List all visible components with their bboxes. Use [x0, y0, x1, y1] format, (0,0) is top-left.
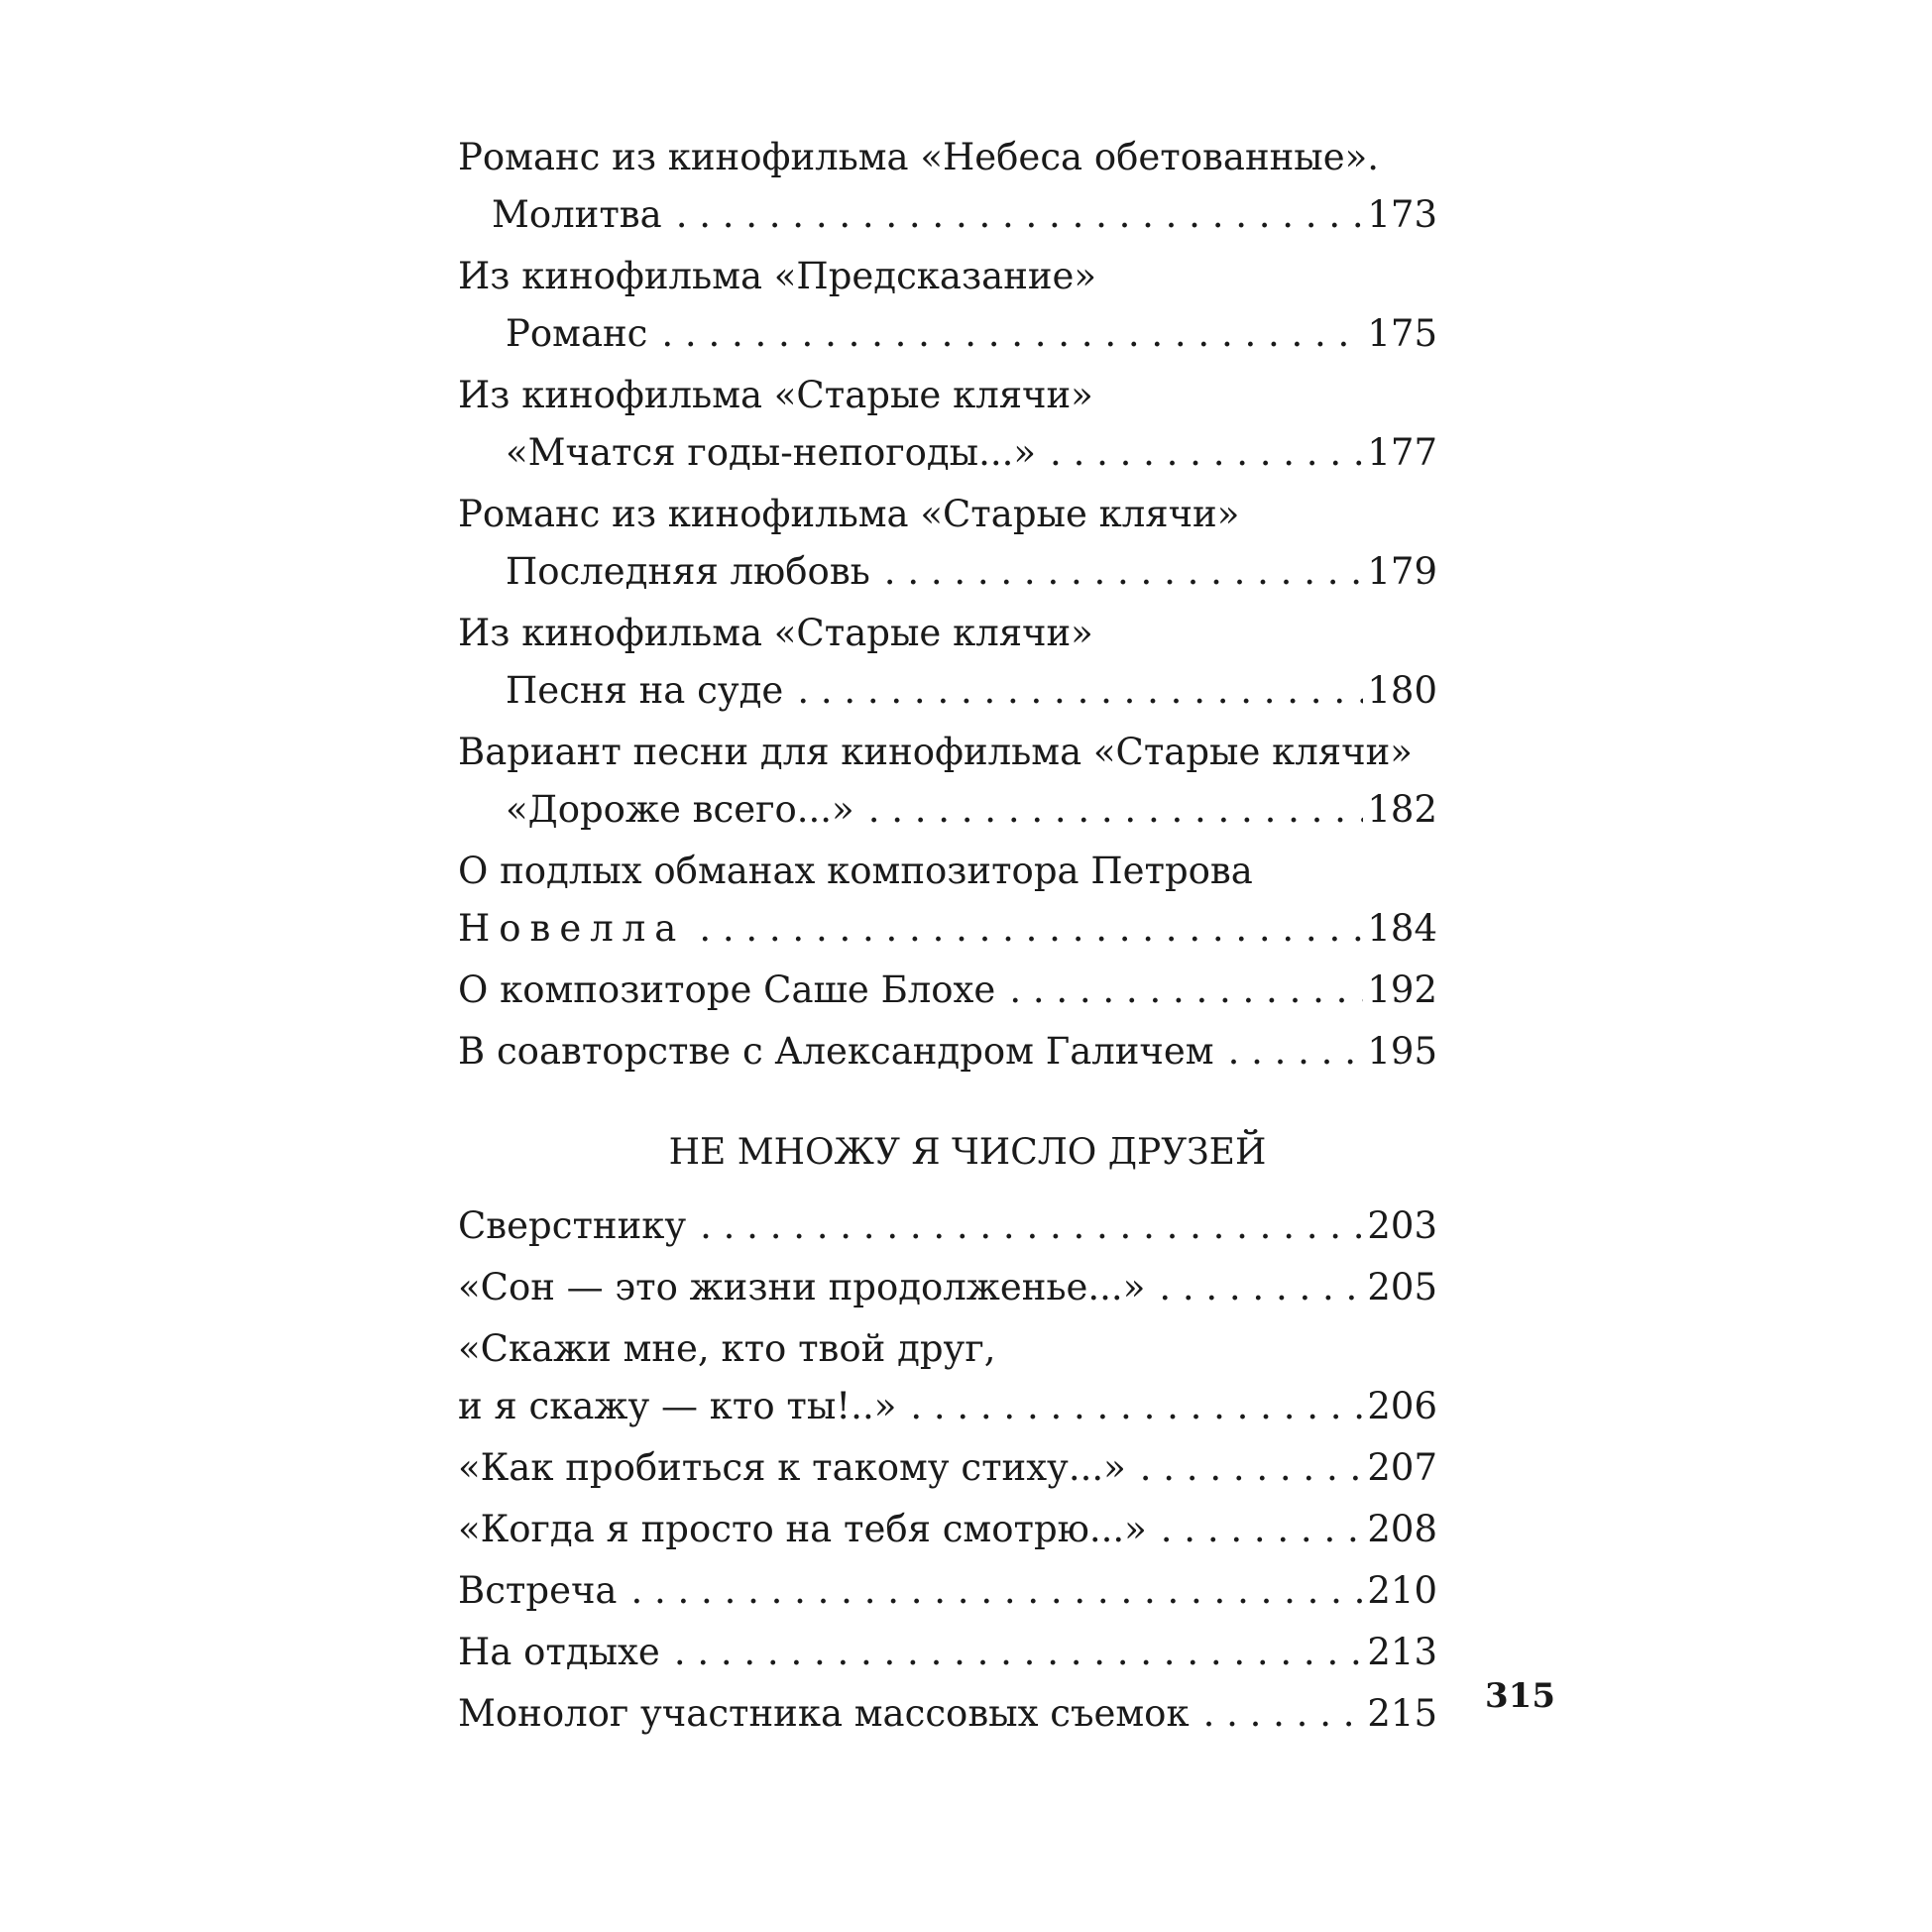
page-number: 315 — [1485, 1676, 1555, 1716]
toc-entry-page: 182 — [1367, 788, 1437, 831]
toc-entry-heading: «Скажи мне, кто твой друг, — [458, 1327, 996, 1370]
toc-entry-title: «Когда я просто на тебя смотрю...» — [458, 1508, 1147, 1550]
dot-leader — [630, 1562, 1363, 1620]
toc-entry-page: 203 — [1367, 1204, 1437, 1247]
toc-entry — [458, 843, 1437, 958]
toc-entry-page: 215 — [1367, 1692, 1437, 1735]
toc-entry-title: Молитва — [492, 193, 662, 236]
toc-entry-line — [458, 1023, 1437, 1080]
toc-entry — [458, 248, 1437, 363]
toc-entry-line — [458, 962, 1437, 1019]
toc-entry-page: 184 — [1367, 907, 1437, 950]
dot-leader — [884, 543, 1364, 601]
toc-entry — [458, 367, 1437, 482]
toc-entry — [458, 1439, 1437, 1497]
toc-entry-line — [458, 662, 1437, 720]
toc-entry-title: Сверстнику — [458, 1204, 687, 1247]
toc-entry-line — [458, 1439, 1437, 1497]
toc-entry — [458, 1501, 1437, 1558]
toc-entry-title: О композиторе Саше Блохе — [458, 968, 996, 1011]
toc-entry-line — [458, 900, 1437, 958]
toc-entry-heading: Из кинофильма «Старые клячи» — [458, 374, 1093, 416]
toc-entry-line — [458, 543, 1437, 601]
toc-entry-title: В соавторстве с Александром Галичем — [458, 1030, 1214, 1073]
dot-leader — [1159, 1259, 1363, 1316]
dot-leader — [676, 186, 1364, 244]
toc-entry — [458, 1197, 1437, 1255]
toc-entry-title: Встреча — [458, 1569, 618, 1612]
dot-leader — [1161, 1501, 1364, 1558]
toc-entry-line — [458, 1624, 1437, 1681]
toc-entry-line — [458, 1378, 1437, 1435]
toc-entry-page: 180 — [1367, 669, 1437, 712]
dot-leader — [1228, 1023, 1364, 1080]
toc-entry — [458, 1023, 1437, 1080]
toc-entry-line — [458, 781, 1437, 839]
toc-entry — [458, 1685, 1437, 1743]
toc-entry — [458, 1259, 1437, 1316]
toc-entry — [458, 605, 1437, 720]
toc-entry-heading: Романс из кинофильма «Старые клячи» — [458, 493, 1240, 535]
dot-leader — [674, 1624, 1364, 1681]
toc-entry — [458, 129, 1437, 244]
toc-entry-title: «Сон — это жизни продолженье...» — [458, 1266, 1146, 1308]
toc-entry-title: Песня на суде — [506, 669, 784, 712]
toc-entry-heading: О подлых обманах композитора Петрова — [458, 850, 1253, 892]
toc-entry-line — [458, 1259, 1437, 1316]
toc-entry-title: Последняя любовь — [506, 550, 870, 593]
toc-entry-page: 213 — [1367, 1631, 1437, 1673]
toc-entry-heading: Романс из кинофильма «Небеса обетованные». — [458, 136, 1380, 178]
dot-leader — [1009, 962, 1363, 1019]
toc-entry-line — [458, 1501, 1437, 1558]
toc-entry-heading: Из кинофильма «Старые клячи» — [458, 612, 1093, 654]
toc-entry-line — [458, 424, 1437, 482]
toc-entry — [458, 486, 1437, 601]
toc-entry-line — [458, 1562, 1437, 1620]
toc-entry-title: Новелла — [458, 907, 686, 950]
toc-entry-title: Монолог участника массовых съемок — [458, 1692, 1190, 1735]
dot-leader — [1140, 1439, 1364, 1497]
toc-entry-title: Романс — [506, 312, 648, 355]
toc-entry-page: 195 — [1367, 1030, 1437, 1073]
toc-entry-heading: Вариант песни для кинофильма «Старые клячи» — [458, 731, 1413, 773]
toc-entry-line — [458, 1685, 1437, 1743]
toc-entry-heading: Из кинофильма «Предсказание» — [458, 255, 1097, 297]
toc-entry-page: 173 — [1367, 193, 1437, 236]
toc-entry-page: 205 — [1367, 1266, 1437, 1308]
dot-leader — [1203, 1685, 1364, 1743]
toc-entry-line — [458, 305, 1437, 363]
toc-entry — [458, 724, 1437, 839]
toc-entry — [458, 1624, 1437, 1681]
dot-leader — [868, 781, 1364, 839]
toc-entry-title: и я скажу — кто ты!..» — [458, 1385, 897, 1427]
toc-entry-line — [458, 186, 1437, 244]
toc-entry-title: «Дороже всего...» — [506, 788, 854, 831]
toc-entry-page: 192 — [1367, 968, 1437, 1011]
toc-entry-line — [458, 1197, 1437, 1255]
dot-leader — [661, 305, 1363, 363]
table-of-contents — [458, 129, 1437, 1747]
toc-entry — [458, 1320, 1437, 1435]
dot-leader — [797, 662, 1363, 720]
toc-entry-page: 210 — [1367, 1569, 1437, 1612]
toc-entry-page: 175 — [1367, 312, 1437, 355]
toc-entry-title: «Как пробиться к такому стиху...» — [458, 1446, 1126, 1489]
section-heading: НЕ МНОЖУ Я ЧИСЛО ДРУЗЕЙ — [668, 1132, 1267, 1173]
toc-entry — [458, 1562, 1437, 1620]
toc-entry-page: 179 — [1367, 550, 1437, 593]
dot-leader — [700, 1197, 1363, 1255]
toc-entry — [458, 962, 1437, 1019]
toc-entry-page: 177 — [1367, 431, 1437, 474]
toc-entry-title: «Мчатся годы-непогоды...» — [506, 431, 1037, 474]
toc-entry-title: На отдыхе — [458, 1631, 660, 1673]
dot-leader — [910, 1378, 1363, 1435]
toc-entry-page: 206 — [1367, 1385, 1437, 1427]
dot-leader — [699, 900, 1363, 958]
toc-entry-page: 207 — [1367, 1446, 1437, 1489]
toc-entry-page: 208 — [1367, 1508, 1437, 1550]
dot-leader — [1050, 424, 1363, 482]
